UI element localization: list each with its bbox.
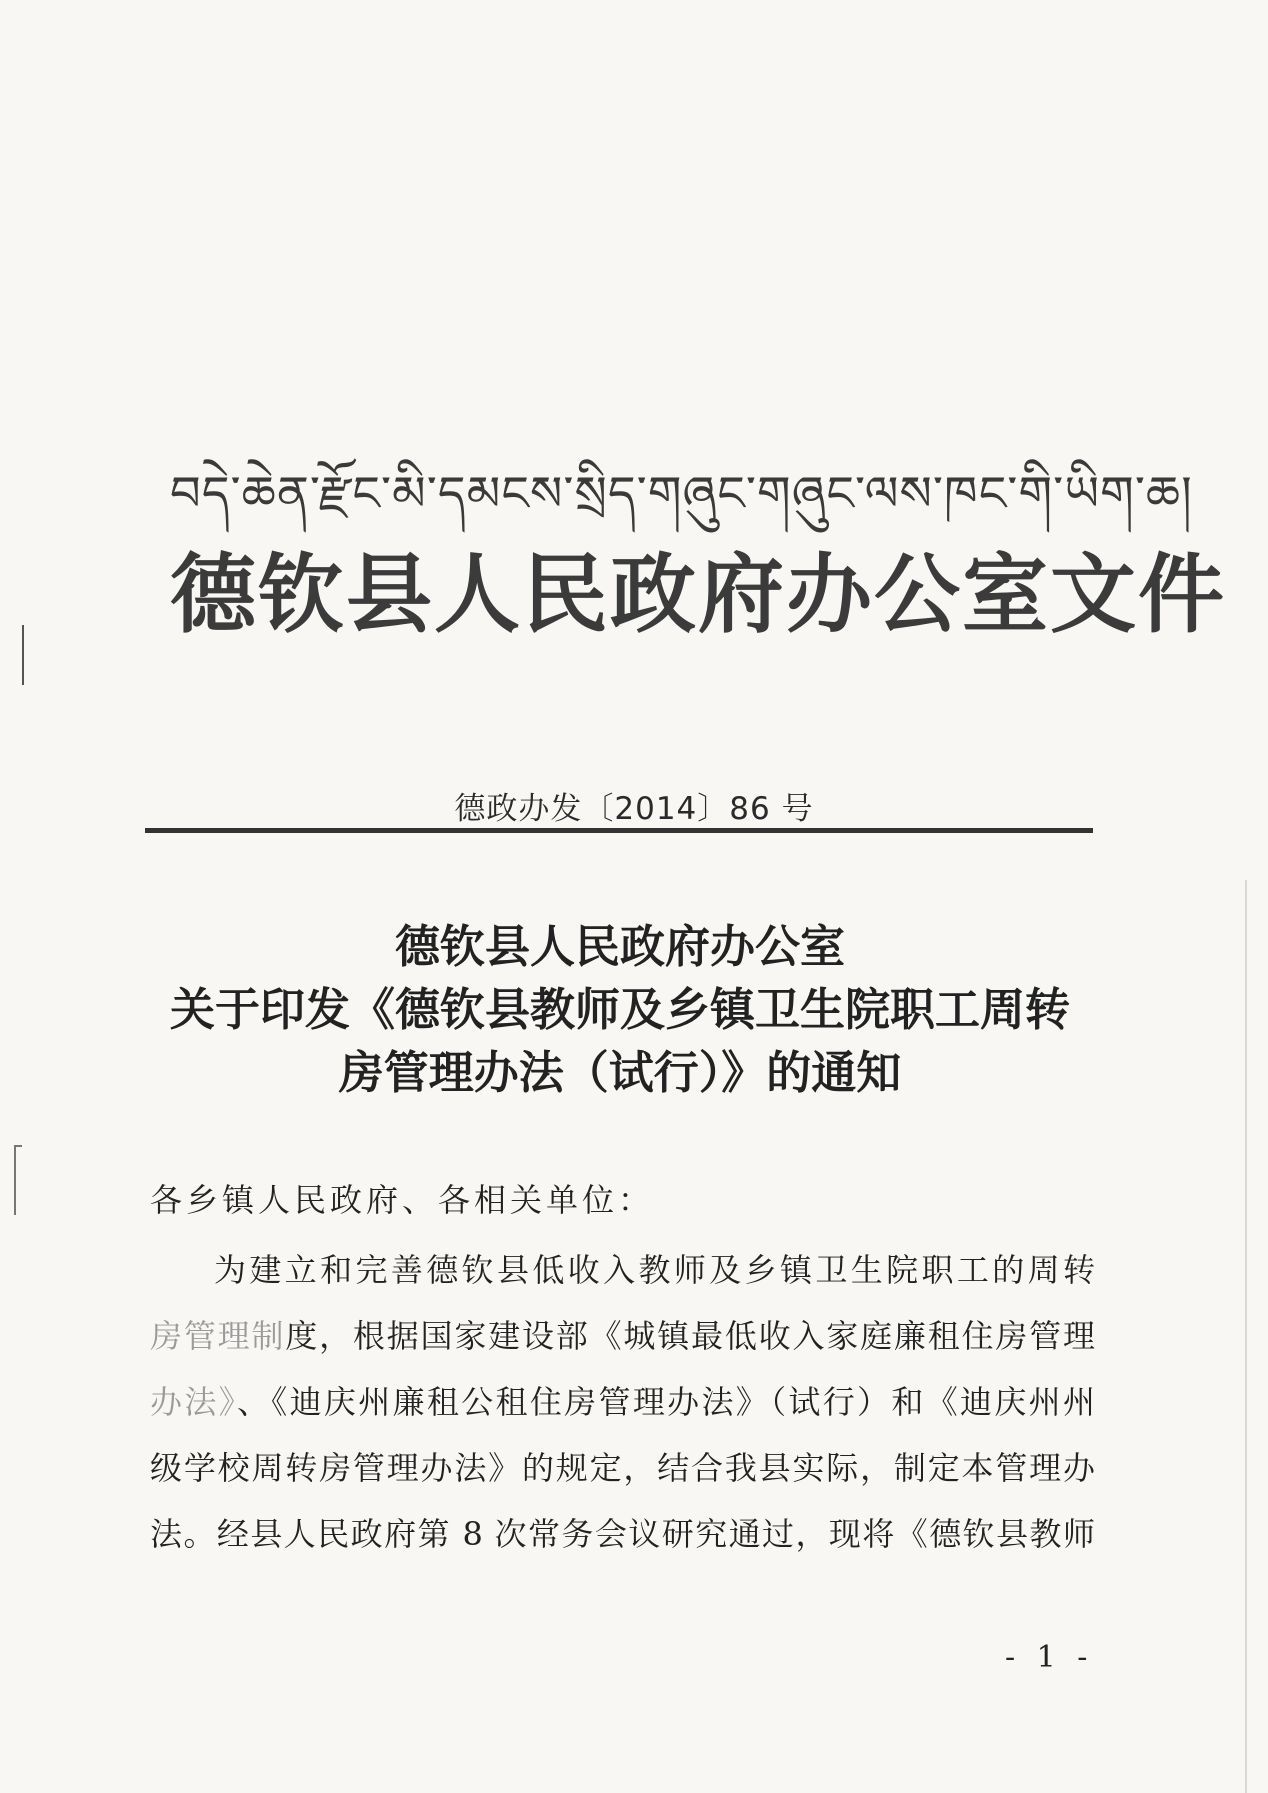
notice-title-line3: 房管理办法（试行）》的通知 [338,1046,902,1099]
notice-title-line1: 德钦县人民政府办公室 [394,920,845,973]
scan-artifact-mark [22,625,24,685]
body-text: 度，根据国家建设部《城镇最低收入家庭廉租住房管理 [285,1317,1095,1355]
notice-title-line2: 关于印发《德钦县教师及乡镇卫生院职工周转 [169,983,1070,1036]
body-line-4: 级学校周转房管理办法》的规定，结合我县实际，制定本管理办 [150,1449,1095,1487]
scan-artifact-edge [1245,880,1247,1793]
faded-text: 办法》 [150,1383,237,1421]
document-number: 德政办发〔2014〕86 号 [454,791,814,827]
tibetan-header: བདེ་ཆེན་རྫོང་མི་དམངས་སྲིད་གཞུང་གཞུང་ལས་ཁང་གི་ཡིག་ཆ། [170,466,1193,522]
faded-text: 房管理制 [150,1317,286,1355]
scan-artifact-bracket [14,1145,16,1215]
header-divider [145,828,1093,833]
body-line-1: 为建立和完善德钦县低收入教师及乡镇卫生院职工的周转 [214,1251,1095,1289]
org-title: 德钦县人民政府办公室文件 [170,544,1226,645]
body-text: 、《迪庆州廉租公租住房管理办法》（试行）和《迪庆州州 [236,1383,1095,1421]
body-line-2 [150,1311,1095,1357]
body-line-5: 法。经县人民政府第 8 次常务会议研究通过，现将《德钦县教师 [150,1515,1095,1553]
salutation: 各乡镇人民政府、各相关单位： [150,1181,655,1219]
page-number: - 1 - [1005,1640,1094,1675]
body-line-3 [150,1377,1095,1423]
